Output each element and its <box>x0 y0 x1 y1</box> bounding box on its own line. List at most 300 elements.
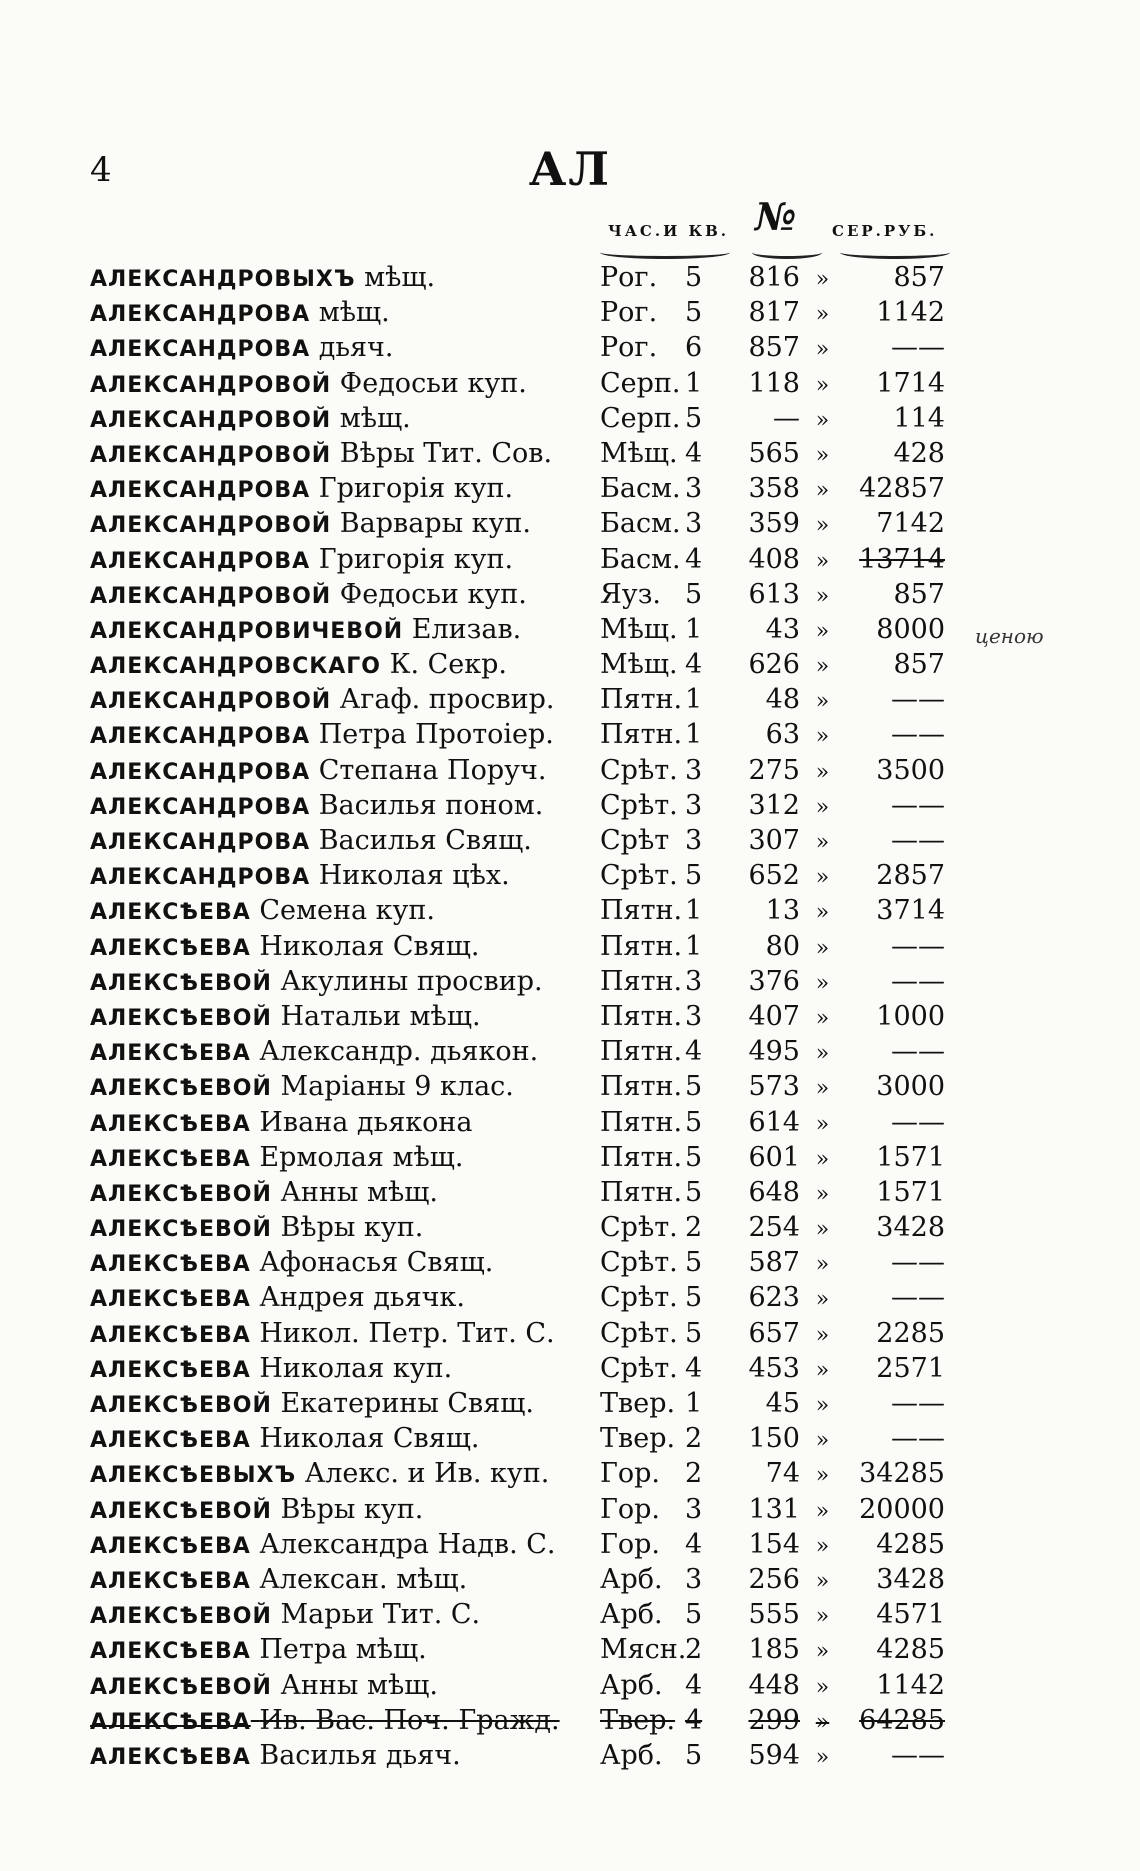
entry-details: Вѣры куп. <box>280 1212 424 1244</box>
register-row <box>90 860 990 895</box>
entry-separator: » <box>815 1674 830 1700</box>
entry-amount: 1571 <box>876 1176 945 1208</box>
entry-house-number: 573 <box>748 1071 800 1103</box>
entry-name <box>90 1001 600 1032</box>
entry-separator: » <box>815 442 830 468</box>
register-row <box>90 473 990 508</box>
entry-separator: » <box>815 267 830 292</box>
register-row <box>90 684 990 719</box>
entry-name <box>90 719 600 750</box>
entry-name <box>90 1353 600 1384</box>
entry-name <box>90 579 600 610</box>
entry-district: Яуз. <box>600 578 662 610</box>
entry-separator: » <box>815 830 830 855</box>
entry-details: Вѣры куп. <box>280 1493 424 1525</box>
entry-details: Александр. дьякон. <box>259 1036 539 1068</box>
entry-separator: » <box>815 1111 830 1137</box>
entry-quarter: 5 <box>685 578 703 610</box>
entry-quarter: 3 <box>685 789 703 821</box>
entry-name <box>90 825 600 856</box>
entry-district: Твер. <box>600 1704 676 1736</box>
entry-name <box>90 860 600 891</box>
entry-house-number: 565 <box>748 437 800 469</box>
entry-surname: АЛЕКСѢЕВОЙ <box>90 1076 272 1102</box>
entry-house-number: 376 <box>748 965 800 997</box>
entry-house-number: 495 <box>748 1036 800 1068</box>
entry-name <box>90 1458 600 1489</box>
entry-quarter: 2 <box>685 1423 703 1455</box>
entry-details: Натальи мѣщ. <box>280 1000 481 1032</box>
entry-name <box>90 1071 600 1102</box>
entry-name <box>90 1670 600 1701</box>
entry-gap <box>296 1458 305 1489</box>
register-row <box>90 262 990 297</box>
entry-quarter: 5 <box>685 1106 703 1138</box>
entry-quarter: 4 <box>685 1036 703 1068</box>
entry-separator: » <box>815 1146 830 1172</box>
entry-gap <box>310 332 319 363</box>
entry-surname: АЛЕКСАНДРОВОЙ <box>90 513 332 539</box>
entry-separator: » <box>815 900 830 926</box>
column-header-rubles: СЕР.РУБ. <box>832 222 938 240</box>
entry-district: Гор. <box>600 1493 660 1525</box>
entry-district: Пятн. <box>600 1071 683 1103</box>
entry-details: Василья Свящ. <box>318 825 532 856</box>
entry-surname: АЛЕКСАНДРОВА <box>90 302 311 328</box>
entry-details: Анны мѣщ. <box>280 1176 438 1208</box>
entry-district: Мѣщ. <box>600 437 678 469</box>
entry-details: Алекс. и Ив. куп. <box>304 1458 550 1490</box>
entry-separator: » <box>815 654 830 680</box>
entry-amount: 114 <box>893 402 945 434</box>
entry-name <box>90 544 600 575</box>
entry-separator: » <box>815 407 830 433</box>
register-row <box>90 297 990 332</box>
entry-district: Твер. <box>600 1423 676 1455</box>
entry-surname: АЛЕКСАНДРОВА <box>90 759 311 785</box>
entry-amount: 2571 <box>876 1352 945 1384</box>
entry-amount: 3428 <box>876 1563 945 1595</box>
entry-separator: » <box>815 970 830 996</box>
entry-gap <box>356 262 365 293</box>
entry-amount: —— <box>891 825 945 856</box>
entry-details: Никол. Петр. Тит. С. <box>259 1317 555 1349</box>
running-head: АЛ <box>528 142 612 196</box>
entry-gap <box>310 825 319 856</box>
entry-amount: 3000 <box>876 1071 945 1103</box>
entry-name <box>90 332 600 363</box>
entry-house-number: 648 <box>748 1176 800 1208</box>
entry-details: мѣщ. <box>318 297 390 329</box>
entry-house-number: 312 <box>748 789 800 821</box>
entry-gap <box>331 508 340 539</box>
register-row <box>90 403 990 438</box>
entry-district: Мѣщ. <box>600 649 678 681</box>
entry-details: Семена куп. <box>259 895 435 927</box>
entry-house-number: 555 <box>748 1599 800 1631</box>
entry-separator: » <box>815 337 830 363</box>
entry-amount: 3500 <box>876 754 945 786</box>
entry-surname: АЛЕКСАНДРОВСКАГО <box>90 654 381 680</box>
entry-name <box>90 508 600 539</box>
entry-quarter: 5 <box>685 1317 703 1349</box>
entry-quarter: 5 <box>685 1247 703 1279</box>
register-row <box>90 825 990 860</box>
entry-gap <box>403 614 412 645</box>
entry-name <box>90 1740 600 1771</box>
entry-house-number: 857 <box>748 332 800 364</box>
entry-district: Пятн. <box>600 719 683 751</box>
entry-name <box>90 931 600 962</box>
entry-name <box>90 1036 600 1067</box>
register-row <box>90 1564 990 1599</box>
entry-quarter: 4 <box>685 649 703 681</box>
entry-quarter: 4 <box>685 1352 703 1384</box>
entry-separator: » <box>815 1533 830 1559</box>
entry-details: Василья дьяч. <box>259 1739 461 1771</box>
entry-house-number: 74 <box>765 1458 800 1490</box>
entry-quarter: 1 <box>685 613 703 645</box>
entry-surname: АЛЕКСѢЕВОЙ <box>90 1005 272 1031</box>
register-row <box>90 1634 990 1669</box>
register-row <box>90 1458 990 1493</box>
register-row <box>90 1670 990 1705</box>
register-row <box>90 1282 990 1317</box>
register-row <box>90 1212 990 1247</box>
entry-amount: —— <box>891 1282 945 1314</box>
entry-details: Варвары куп. <box>339 508 532 540</box>
register-row <box>90 1142 990 1177</box>
entry-separator: » <box>815 1217 830 1243</box>
entry-gap <box>310 544 319 575</box>
entry-quarter: 3 <box>685 508 703 540</box>
entry-amount: 1714 <box>876 367 945 399</box>
entry-district: Гор. <box>600 1458 660 1490</box>
entry-amount: 4285 <box>876 1634 945 1666</box>
entry-house-number: 594 <box>748 1739 800 1771</box>
entry-quarter: 1 <box>685 1388 703 1419</box>
entry-surname: АЛЕКСАНДРОВОЙ <box>90 372 332 398</box>
entry-name <box>90 1177 600 1208</box>
register-row <box>90 1740 990 1775</box>
entry-house-number: 185 <box>748 1634 800 1666</box>
entry-details: мѣщ. <box>339 402 411 434</box>
entry-separator: » <box>815 1498 830 1524</box>
register-row <box>90 1001 990 1036</box>
entry-surname: АЛЕКСАНДРОВА <box>90 865 311 891</box>
entry-house-number: 817 <box>748 297 800 329</box>
entry-name <box>90 966 600 997</box>
entry-surname: АЛЕКСѢЕВА <box>90 1146 251 1172</box>
entry-amount: —— <box>891 719 945 751</box>
entry-quarter: 5 <box>685 262 703 293</box>
entry-details: Григорія куп. <box>318 473 514 505</box>
entry-details: К. Секр. <box>389 649 508 681</box>
entry-house-number: 43 <box>765 613 800 645</box>
brace-rubles <box>840 246 950 259</box>
entry-separator: » <box>815 1357 830 1383</box>
entry-district: Арб. <box>600 1563 663 1595</box>
entry-details: Алексан. мѣщ. <box>259 1563 468 1595</box>
entry-separator: » <box>815 1252 830 1278</box>
entry-house-number: 254 <box>748 1212 800 1244</box>
entry-quarter: 1 <box>685 895 703 927</box>
entry-amount: 7142 <box>876 508 945 540</box>
entry-gap <box>381 649 390 680</box>
entry-gap <box>310 860 319 891</box>
entry-quarter: 6 <box>685 332 703 364</box>
entry-separator: » <box>815 1568 830 1594</box>
entry-quarter: 4 <box>685 1704 703 1736</box>
entry-house-number: 816 <box>748 262 800 293</box>
entry-surname: АЛЕКСАНДРОВЫХЪ <box>90 267 356 292</box>
entry-amount: 1142 <box>876 1669 945 1701</box>
entry-details: Федосьи куп. <box>339 367 527 399</box>
entry-surname: АЛЕКСѢЕВА <box>90 1744 251 1770</box>
entry-separator: » <box>815 1639 830 1665</box>
register-row <box>90 895 990 930</box>
entry-separator: » <box>815 583 830 609</box>
entry-surname: АЛЕКСѢЕВА <box>90 1639 251 1665</box>
entry-separator: » <box>815 302 830 328</box>
entry-gap <box>310 755 319 786</box>
entry-gap <box>331 438 340 469</box>
entry-name <box>90 1247 600 1278</box>
entry-name <box>90 1388 600 1419</box>
entry-district: Мѣщ. <box>600 613 678 645</box>
entry-name <box>90 1423 600 1454</box>
entry-name <box>90 1599 600 1630</box>
entry-gap <box>310 719 319 750</box>
register-row <box>90 1705 990 1740</box>
entry-district: Пятн. <box>600 1106 683 1138</box>
entry-separator: » <box>815 1041 830 1067</box>
column-header-number: № <box>755 194 797 239</box>
margin-note: ценою <box>975 624 1044 648</box>
entry-district: Пятн. <box>600 1000 683 1032</box>
entry-details: Григорія куп. <box>318 543 514 575</box>
entry-name <box>90 438 600 469</box>
entry-house-number: 587 <box>748 1247 800 1279</box>
entry-separator: » <box>815 794 830 820</box>
entry-name <box>90 1634 600 1665</box>
register-row <box>90 719 990 754</box>
entry-quarter: 5 <box>685 1071 703 1103</box>
entry-surname: АЛЕКСѢЕВА <box>90 1041 251 1067</box>
entry-details: Николая цѣх. <box>318 860 510 892</box>
entry-quarter: 5 <box>685 1176 703 1208</box>
entry-details: мѣщ. <box>364 262 436 293</box>
entry-amount: 4571 <box>876 1599 945 1631</box>
entry-district: Басм. <box>600 543 681 575</box>
register-row <box>90 438 990 473</box>
entry-surname: АЛЕКСѢЕВА <box>90 1568 251 1594</box>
entry-district: Срѣт. <box>600 1317 678 1349</box>
register-row <box>90 544 990 579</box>
entry-district: Твер. <box>600 1388 676 1419</box>
register-row <box>90 332 990 367</box>
entry-separator: » <box>815 689 830 715</box>
entry-amount: 20000 <box>859 1493 945 1525</box>
entry-quarter: 1 <box>685 684 703 716</box>
entry-district: Срѣт. <box>600 754 678 786</box>
entry-district: Срѣт <box>600 825 670 856</box>
entry-amount: —— <box>891 930 945 962</box>
entry-details: Николая куп. <box>259 1352 453 1384</box>
entry-quarter: 5 <box>685 1739 703 1771</box>
entry-amount: 3714 <box>876 895 945 927</box>
entry-amount: —— <box>891 1739 945 1771</box>
entry-district: Басм. <box>600 508 681 540</box>
entry-separator: » <box>815 1463 830 1489</box>
entry-name <box>90 403 600 434</box>
entry-district: Серп. <box>600 367 681 399</box>
entry-name <box>90 1107 600 1138</box>
entry-house-number: 408 <box>748 543 800 575</box>
entry-surname: АЛЕКСѢЕВОЙ <box>90 1217 272 1243</box>
entry-house-number: 45 <box>765 1388 800 1419</box>
entry-district: Срѣт. <box>600 1212 678 1244</box>
entry-house-number: 131 <box>748 1493 800 1525</box>
entry-quarter: 1 <box>685 367 703 399</box>
entry-amount: —— <box>891 1423 945 1455</box>
entry-separator: » <box>815 372 830 398</box>
register-row <box>90 1494 990 1529</box>
entry-amount: —— <box>891 1388 945 1419</box>
entry-house-number: 299 <box>748 1704 800 1736</box>
entry-amount: —— <box>891 1036 945 1068</box>
register-row <box>90 1177 990 1212</box>
entry-quarter: 2 <box>685 1212 703 1244</box>
entry-house-number: 80 <box>765 930 800 962</box>
brace-district <box>600 246 730 259</box>
entry-quarter: 5 <box>685 1282 703 1314</box>
entry-district: Арб. <box>600 1739 663 1771</box>
entry-quarter: 5 <box>685 1599 703 1631</box>
entry-amount: 857 <box>893 578 945 610</box>
entry-surname: АЛЕКСАНДРОВА <box>90 724 311 750</box>
entry-surname: АЛЕКСАНДРОВА <box>90 478 311 504</box>
entry-house-number: 623 <box>748 1282 800 1314</box>
entry-details: Афонасья Свящ. <box>259 1247 494 1279</box>
entry-quarter: 3 <box>685 825 703 856</box>
entry-district: Пятн. <box>600 684 683 716</box>
entry-district: Мясн. <box>600 1634 687 1666</box>
entry-separator: » <box>815 1287 830 1313</box>
entry-surname: АЛЕКСѢЕВА <box>90 1533 251 1559</box>
register-row <box>90 1318 990 1353</box>
entry-surname: АЛЕКСѢЕВОЙ <box>90 1674 272 1700</box>
register-row <box>90 1247 990 1282</box>
register-row <box>90 368 990 403</box>
entry-quarter: 5 <box>685 860 703 892</box>
register-row <box>90 508 990 543</box>
entry-details: Степана Поруч. <box>318 754 547 786</box>
entry-quarter: 5 <box>685 1141 703 1173</box>
register-row <box>90 614 990 649</box>
entry-surname: АЛЕКСѢЕВА <box>90 935 251 961</box>
register-row <box>90 1036 990 1071</box>
entry-separator: » <box>815 1709 830 1735</box>
entry-details: Николая Свящ. <box>259 930 480 962</box>
entry-surname: АЛЕКСАНДРОВА <box>90 337 311 363</box>
entry-gap <box>310 790 319 821</box>
entry-district: Срѣт. <box>600 1352 678 1384</box>
entry-amount: —— <box>891 684 945 716</box>
entry-house-number: 407 <box>748 1000 800 1032</box>
entry-separator: » <box>815 724 830 750</box>
register-row <box>90 931 990 966</box>
entry-amount: 428 <box>893 437 945 469</box>
entry-amount: —— <box>891 965 945 997</box>
entry-details: Анны мѣщ. <box>280 1669 438 1701</box>
entry-surname: АЛЕКСАНДРОВИЧЕВОЙ <box>90 618 404 644</box>
entry-house-number: 613 <box>748 578 800 610</box>
register-row <box>90 1599 990 1634</box>
entry-separator: » <box>815 1322 830 1348</box>
entry-surname: АЛЕКСѢЕВА <box>90 900 251 926</box>
entry-details: Елизав. <box>411 613 522 645</box>
entry-quarter: 5 <box>685 402 703 434</box>
register-row <box>90 790 990 825</box>
entry-separator: » <box>815 1181 830 1207</box>
entry-name <box>90 1282 600 1313</box>
register-row <box>90 1071 990 1106</box>
entry-surname: АЛЕКСѢЕВА <box>90 1357 251 1383</box>
entry-name <box>90 1142 600 1173</box>
entry-surname: АЛЕКСѢЕВА <box>90 1252 251 1278</box>
entry-house-number: 453 <box>748 1352 800 1384</box>
entry-gap <box>310 473 319 504</box>
entry-details: Маріаны 9 клас. <box>280 1071 514 1103</box>
entry-details: дьяч. <box>318 332 394 364</box>
entry-surname: АЛЕКСѢЕВОЙ <box>90 1393 272 1418</box>
entry-quarter: 3 <box>685 1563 703 1595</box>
entry-amount: 2857 <box>876 860 945 892</box>
entry-district: Пятн. <box>600 1176 683 1208</box>
entry-name <box>90 1494 600 1525</box>
entry-amount: 857 <box>893 649 945 681</box>
entry-district: Пятн. <box>600 930 683 962</box>
entry-quarter: 3 <box>685 473 703 505</box>
entry-amount: 42857 <box>859 473 945 505</box>
entry-district: Рог. <box>600 262 658 293</box>
entry-district: Срѣт. <box>600 1282 678 1314</box>
entry-house-number: 358 <box>748 473 800 505</box>
entry-details: Петра мѣщ. <box>259 1634 427 1666</box>
entry-separator: » <box>815 759 830 785</box>
register-row <box>90 1423 990 1458</box>
register-row <box>90 966 990 1001</box>
entry-surname: АЛЕКСѢЕВОЙ <box>90 1498 272 1524</box>
entry-name <box>90 262 600 293</box>
entry-amount: 1142 <box>876 297 945 329</box>
entry-surname: АЛЕКСѢЕВА <box>90 1287 251 1313</box>
entry-details: Акулины просвир. <box>280 965 543 997</box>
entry-surname: АЛЕКСАНДРОВА <box>90 548 311 574</box>
entry-quarter: 3 <box>685 1000 703 1032</box>
page-number: 4 <box>90 150 112 190</box>
register-row <box>90 1353 990 1388</box>
entry-surname: АЛЕКСАНДРОВОЙ <box>90 689 332 715</box>
entry-separator: » <box>815 1744 830 1770</box>
entry-separator: » <box>815 1604 830 1630</box>
entry-name <box>90 895 600 926</box>
entry-district: Срѣт. <box>600 860 678 892</box>
entry-separator: » <box>815 513 830 539</box>
entry-separator: » <box>815 1428 830 1454</box>
entry-name <box>90 297 600 328</box>
